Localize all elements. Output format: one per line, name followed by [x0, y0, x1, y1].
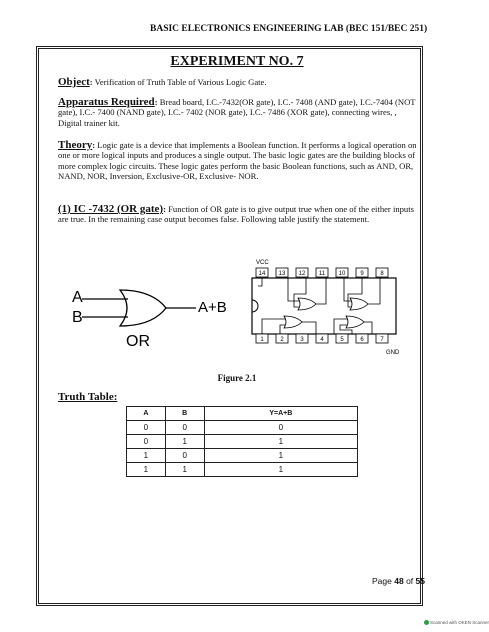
apparatus-label: Apparatus Required: [58, 96, 155, 108]
page-number: 48: [394, 576, 404, 586]
cell: 0: [127, 435, 166, 449]
table-row: [127, 421, 358, 435]
vcc-label: VCC: [256, 260, 269, 266]
page-footer: [372, 576, 425, 586]
theory-paragraph: Theory: Logic gate is a device that implements a Boolean function. It performs a logical operation on one or more logical inputs and produces a single output. The basic logic gates are the building blocks of more complex logic circuits. These logic gates perform the basic Boolean functions, such as AND, OR, NAND, NOR, Inversion, Exclusive-OR, Exclusive- NOR.: [58, 139, 417, 181]
theory-label: Theory: [58, 139, 93, 151]
cell: 0: [127, 421, 166, 435]
section1-text: Function of OR gate is to give output true when one of the either inputs are true. In the remaining case output becomes false. Following table justify the statement.: [58, 204, 414, 225]
cell: 0: [165, 449, 204, 463]
lab-header: BASIC ELECTRONICS ENGINEERING LAB (BEC 151/BEC 251): [150, 24, 428, 34]
object-paragraph: Object: Verification of Truth Table of Various Logic Gate.: [58, 76, 267, 88]
theory-text-line2: one or more logical inputs and produces a single output. The basic logic gates are the building blocks of more complex logic circuits. These logic gates perform the basic Boolean functions, such as AND, OR, NAND, NOR, Inversion, Exclusive-OR, Exclusive- NOR.: [58, 150, 416, 181]
input-a-label: A: [72, 289, 83, 306]
top-pin-label: 9: [360, 271, 364, 277]
header-a: A: [127, 407, 166, 421]
bottom-pin-label: 4: [320, 337, 324, 343]
figure-caption: Figure 2.1: [217, 373, 257, 383]
footer-of: of: [406, 576, 414, 586]
ic-body: [252, 278, 396, 334]
gnd-label: GND: [386, 350, 400, 356]
or-gate-symbol: [62, 272, 232, 352]
page-title: EXPERIMENT NO. 7: [170, 54, 304, 69]
cell: 1: [204, 435, 357, 449]
truth-table-label: Truth Table:: [58, 391, 118, 403]
bottom-pin-label: 7: [380, 337, 384, 343]
input-b-label: B: [72, 309, 83, 326]
section1-paragraph: (1) IC -7432 (OR gate): Function of OR gate is to give output true when one of the either inputs are true. In the remaining case output becomes false. Following table justify the statement.: [58, 203, 414, 225]
page-total: 55: [415, 576, 426, 586]
bottom-pin-label: 2: [280, 337, 284, 343]
header-b: B: [165, 407, 204, 421]
table-row: [127, 449, 358, 463]
truth-table: [126, 406, 358, 477]
apparatus-text: Bread board, I.C.-7432(OR gate), I.C.- 7408 (AND gate), I.C.-7404 (NOT gate), I.C.- 7400 (NAND gate), I.C.- 7402 (NOR gate), I.C.- 7486 (XOR gate), connecting wires, , Digital trainer kit.: [58, 97, 416, 128]
bottom-pin-label: 6: [360, 337, 364, 343]
theory-text-line1: Logic gate is a device that implements a Boolean function. It performs a logical operation on: [97, 140, 417, 150]
truth-table-header-row: [127, 407, 358, 421]
cell: 1: [204, 449, 357, 463]
footer-prefix: Page: [372, 576, 392, 586]
cell: 1: [204, 463, 357, 477]
cell: 1: [127, 449, 166, 463]
top-pin-label: 10: [338, 271, 346, 277]
cell: 1: [165, 463, 204, 477]
header-y: Y=A+B: [204, 407, 357, 421]
bottom-pin-label: 3: [300, 337, 304, 343]
object-text: Verification of Truth Table of Various Logic Gate.: [94, 77, 267, 87]
top-pin-label: 14: [258, 271, 266, 277]
scanner-logo-icon: [424, 620, 429, 625]
bottom-pin-label: 1: [260, 337, 264, 343]
ic-notch: [252, 300, 258, 312]
object-label: Object: [58, 76, 90, 88]
cell: 0: [165, 421, 204, 435]
cell: 1: [165, 435, 204, 449]
section1-label: (1) IC -7432 (OR gate): [58, 203, 164, 215]
scan-note: Scanned with OKEN Scanner: [430, 620, 489, 625]
bottom-pin-label: 5: [340, 337, 344, 343]
top-pin-label: 11: [318, 271, 326, 277]
top-pin-label: 8: [380, 271, 384, 277]
table-row: [127, 463, 358, 477]
table-row: [127, 435, 358, 449]
apparatus-paragraph: Apparatus Required: Bread board, I.C.-7432(OR gate), I.C.- 7408 (AND gate), I.C.-7404 (NOT gate), I.C.- 7400 (NAND gate), I.C.- 7402 (NOR gate), I.C.- 7486 (XOR gate), connecting wires, , Digital trainer kit.: [58, 96, 416, 128]
output-label: A+B: [198, 299, 227, 316]
cell: 1: [127, 463, 166, 477]
ic-7432-diagram: [250, 256, 410, 356]
internal-gates: [258, 278, 380, 334]
cell: 0: [204, 421, 357, 435]
top-pin-label: 13: [278, 271, 286, 277]
gate-name-label: OR: [126, 333, 150, 350]
top-pin-label: 12: [298, 271, 306, 277]
